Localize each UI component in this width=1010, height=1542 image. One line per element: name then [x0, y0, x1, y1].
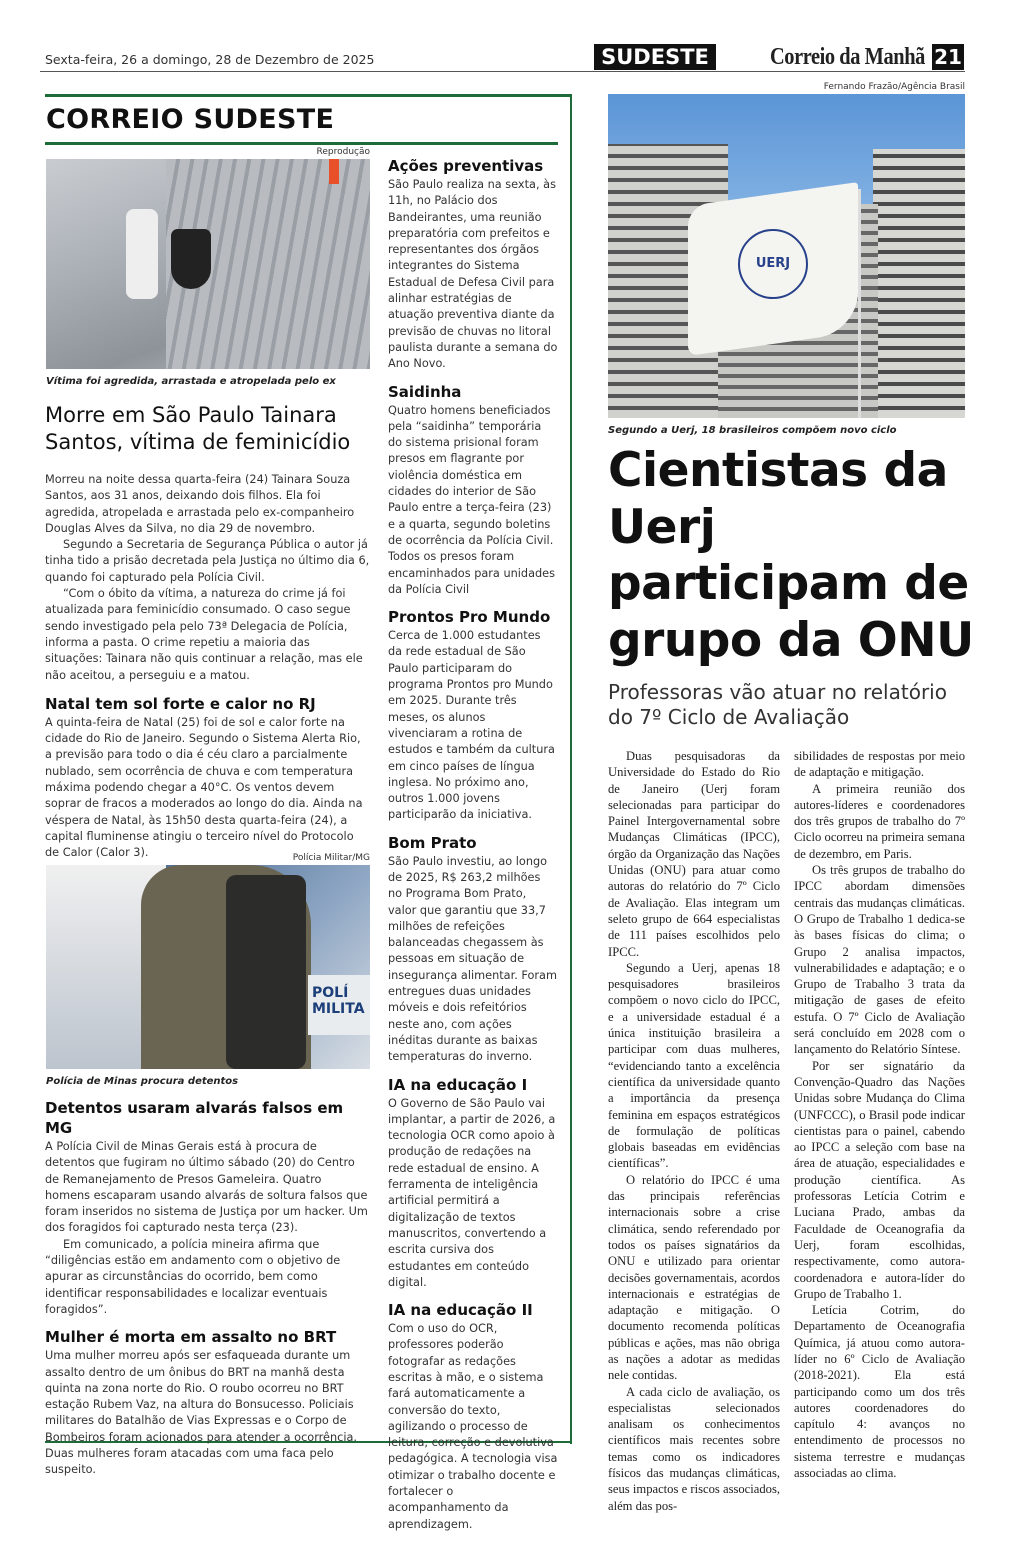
photo-credit: Fernando Frazão/Agência Brasil: [823, 82, 965, 92]
brief: [388, 607, 558, 824]
issue-date: Sexta-feira, 26 a domingo, 28 de Dezembro de 2025: [45, 52, 375, 67]
paragraph: A Polícia Civil de Minas Gerais está à procura de detentos que fugiram no último sábado (20) do Centro de Remanejamento de Presos Gameleira. Quatro homens escaparam usando alvarás de soltura falsos que foram inseridos no sistema de Justiça por um hacker. Um dos foragidos foi capturado nesta terça (23).: [45, 1140, 368, 1235]
newspaper-logo: Correio da Manhã: [770, 44, 925, 70]
paragraph: Os três grupos de trabalho do IPCC abordam dimensões centrais das mudanças climáticas. O Grupo de Trabalho 1 dedica-se às bases físicas do clima; o Grupo 2 analisa impactos, vulnerabilidades e adaptação; e o Grupo de Trabalho 3 trata da mitigação de gases de efeito estufa. O 7º Ciclo de Avaliação será concluído em 2028 com o lançamento do Relatório Síntese.: [794, 863, 965, 1057]
brief-text: São Paulo realiza na sexta, às 11h, no Palácio dos Bandeirantes, uma reunião preparatória com prefeitos e representantes dos órgãos integrantes do Sistema Estadual de Defesa Civil para alinhar estratégias de atuação preventiva diante da previsão de chuvas no litoral paulista durante a semana do Ano Novo.: [388, 178, 558, 371]
photo-uerj-building-flag: [608, 94, 965, 418]
story-feminicide: [45, 402, 370, 862]
brief: [388, 833, 558, 1066]
paragraph: “Com o óbito da vítima, a natureza do crime já foi atualizada para feminicídio consumado. O caso segue sendo investigado pela pelo 73ª Delegacia de Polícia, informa a pasta. O crime repetiu a maioria das situações: Tainara não quis continuar a relação, mas ele não aceitou, a perseguiu e a matou.: [45, 587, 363, 682]
photo-credit: Polícia Militar/MG: [292, 853, 370, 863]
photo-caption: Vítima foi agredida, arrastada e atropelada pelo ex: [46, 376, 336, 387]
brief-title: Prontos Pro Mundo: [388, 608, 551, 627]
section-label: SUDESTE: [594, 44, 716, 70]
photo-caption: Polícia de Minas procura detentos: [46, 1076, 239, 1087]
box-top-rule: [45, 94, 572, 97]
paragraph: Em comunicado, a polícia mineira afirma que “diligências estão em andamento com o objetivo de apurar as circunstâncias do ocorrido, bem como identificar responsabilidades e localizar eventuais foragidos”.: [45, 1237, 341, 1316]
paragraph: sibilidades de respostas por meio de adaptação e mitigação.: [794, 749, 965, 780]
story-title: Natal tem sol forte e calor no RJ: [45, 694, 316, 713]
subheadline: Professoras vão atuar no relatório do 7º Ciclo de Avaliação: [608, 680, 947, 729]
article-column-2: [794, 748, 965, 1481]
paragraph: A primeira reunião dos autores-líderes e coordenadores dos três grupos de trabalho do 7º Ciclo ocorreu na primeira semana de dezembro, em Paris.: [794, 781, 965, 861]
header-rule: [40, 71, 965, 72]
kicker-rule: [45, 142, 558, 145]
story-title: Detentos usaram alvarás falsos em MG: [45, 1099, 344, 1137]
page-number: 21: [932, 44, 964, 70]
brief-text: Quatro homens beneficiados pela “saidinha” temporária do sistema prisional foram presos em flagrante por violência doméstica em cidades do interior de São Paulo entre a terça-feira (23) e a quarta, segundo boletins de ocorrência da Polícia Civil. Todos os presos foram encaminhados para unidades da Polícia Civil: [388, 403, 555, 596]
brief-title: Bom Prato: [388, 833, 477, 852]
photo-street-cctv: [46, 159, 370, 369]
photo-credit: Reprodução: [316, 147, 370, 157]
brief-title: Ações preventivas: [388, 157, 544, 175]
photo-police-officer: POLÍ MILITA: [46, 865, 370, 1069]
story-title: Mulher é morta em assalto no BRT: [45, 1328, 337, 1347]
brief-title: IA na educação II: [388, 1301, 533, 1320]
paragraph: Segundo a Uerj, apenas 18 pesquisadores brasileiros compõem o novo ciclo do IPCC, e a universidade estadual é a única instituição brasileira a participar com duas mulheres, “evidenciando tanto a excelência científica da universidade quanto a importância da presença feminina em espaços estratégicos de formulação de políticas globais baseadas em evidências científicas”.: [608, 960, 780, 1171]
brief: [388, 1300, 558, 1533]
brief-text: Cerca de 1.000 estudantes da rede estadual de São Paulo participaram do programa Prontos pro Mundo em 2025. Durante três meses, os alunos vivenciaram a rotina de estudos e também da cultura em cinco países de língua inglesa. No próximo ano, outros 1.000 jovens participarão da iniciativa.: [388, 629, 555, 822]
paragraph: Segundo a Secretaria de Segurança Pública o autor já tinha tido a prisão decretada pela Justiça no último dia 6, quando foi capturado pela Polícia Civil.: [45, 538, 370, 584]
brief: [388, 1075, 558, 1292]
paragraph: Letícia Cotrim, do Departamento de Oceanografia Química, já atuou como autora-líder no 6º Ciclo de Avaliação (2018-2021). Ela está participando como um dos três autores coordenadores do capítulo 4: avanços no entendimento de processos no sistema terrestre e mudanças associadas ao clima.: [794, 1303, 965, 1481]
story-title: Morre em São Paulo Tainara Santos, vítima de feminicídio: [45, 403, 351, 454]
paragraph: Morreu na noite dessa quarta-feira (24) Tainara Souza Santos, aos 31 anos, deixando dois filhos. Ela foi agredida, atropelada e arrastada pelo ex-companheiro Douglas Alves da Silva, no dia 29 de novembro.: [45, 473, 355, 535]
brief-column: [388, 156, 558, 1542]
article-column-1: [608, 748, 780, 1514]
brief: [388, 382, 558, 599]
brief-title: Saidinha: [388, 382, 462, 401]
paragraph: Por ser signatário da Convenção-Quadro das Nações Unidas sobre Mudança do Clima (UNFCCC), o Brasil pode indicar cientistas para o painel, cabendo ao IPCC a seleção com base na área de atuação, especialidades e produção científica. As professoras Letícia Cotrim e Luciana Prado, ambas da Faculdade de Oceanografia da Uerj, foram escolhidas, respectivamente, como autora-coordenadora e autora-líder do Grupo de Trabalho 1.: [794, 1058, 965, 1301]
paragraph: Duas pesquisadoras da Universidade do Estado do Rio de Janeiro (Uerj foram selecionadas para participar do Painel Intergovernamental sobre Mudanças Climáticas (IPCC), órgão da Organização das Nações Unidas (ONU) para atuar como autoras do relatório do 7º Ciclo de Avaliação. Elas integram um seleto grupo de 664 especialistas de 111 países escolhidos pelo IPCC.: [608, 749, 780, 959]
section-kicker: CORREIO SUDESTE: [46, 104, 335, 135]
paragraph: A cada ciclo de avaliação, os especialistas selecionados analisam os conhecimentos científicos mais recentes sobre temas como os indicadores físicos das mudanças climáticas, seus impactos e riscos associados, além das pos-: [608, 1384, 780, 1513]
paragraph: A quinta-feira de Natal (25) foi de sol e calor forte na cidade do Rio de Janeiro. Segundo o Sistema Alerta Rio, a previsão para todo o dia é céu claro a parcialmente nublado, sem ocorrência de chuva e com temperatura máxima podendo chegar a 40°C. Os ventos devem soprar de fracos a moderados ao longo do dia. Ainda na véspera de Natal, às 15h50 desta quarta-feira (24), a capital fluminense atingiu o terceiro nível do Protocolo de Calor (Calor 3).: [45, 715, 363, 860]
brief-text: O Governo de São Paulo vai implantar, a partir de 2026, a tecnologia OCR como apoio à produção de redações na rede estadual de ensino. A ferramenta de inteligência artificial permitirá a digitalização de textos manuscritos, convertendo a escrita cursiva dos estudantes em conteúdo digital.: [388, 1096, 556, 1289]
photo-caption: Segundo a Uerj, 18 brasileiros compõem novo ciclo: [608, 425, 897, 436]
paragraph: O relatório do IPCC é uma das principais referências internacionais sobre a crise climática, sendo referendado por todos os países signatários da ONU e utilizado para orientar decisões governamentais, acordos internacionais e estratégias de adaptação e mitigação. O documento recomenda políticas públicas e ações, mas não obriga as nações a adotar as medidas nele contidas.: [608, 1172, 780, 1383]
brief-text: Com o uso do OCR, professores poderão fotografar as redações escritas à mão, e o sistema fará automaticamente a conversão do texto, agilizando o processo de leitura, correção e devolutiva pedagógica. A tecnologia visa otimizar o trabalho docente e fortalecer o acompanhamento da aprendizagem.: [388, 1322, 558, 1531]
main-headline: Cientistas da Uerj participam de grupo da ONU: [608, 443, 974, 668]
paragraph: Uma mulher morreu após ser esfaqueada durante um assalto dentro de um ônibus do BRT na manhã desta quinta na zona norte do Rio. O roubo ocorreu no BRT estação Rubem Vaz, na altura do Bonsucesso. Policiais militares do Batalhão de Vias Expressas e o Corpo de Bombeiros foram acionados para atender a ocorrência. Duas mulheres foram atacadas com uma faca pelo suspeito.: [45, 1349, 358, 1477]
brief-text: São Paulo investiu, ao longo de 2025, R$ 263,2 milhões no Programa Bom Prato, valor que garantiu que 33,7 milhões de refeições balanceadas chegassem às pessoas em situação de insegurança alimentar. Foram entregues duas unidades móveis e dois refeitórios neste ano, com ações inéditas durante as baixas temperaturas do inverno.: [388, 854, 557, 1064]
brief: [388, 156, 558, 373]
uerj-flag-seal: UERJ: [738, 229, 808, 299]
box-right-rule: [570, 94, 572, 1444]
brief-title: IA na educação I: [388, 1075, 528, 1094]
story-detainees: [45, 1098, 370, 1479]
